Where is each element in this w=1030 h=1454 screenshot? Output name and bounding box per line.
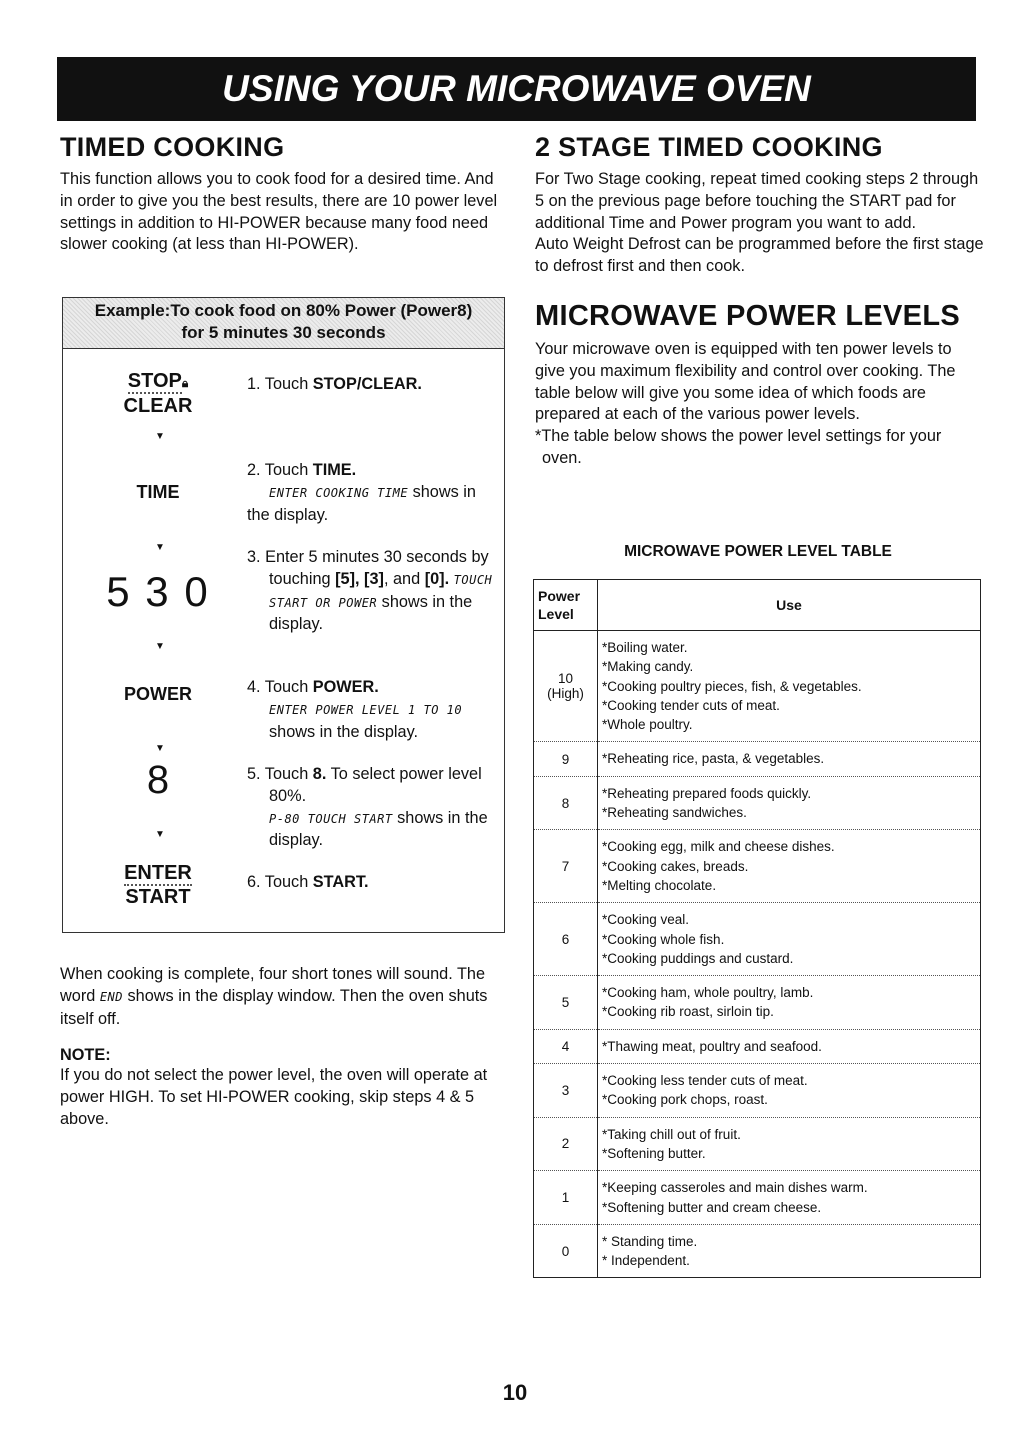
step-3-bold-2: [0]. bbox=[424, 569, 450, 588]
stop-key-label: STOP bbox=[127, 370, 182, 392]
step-6-bold: START. bbox=[312, 873, 369, 891]
use-item: *Cooking cakes, breads. bbox=[602, 858, 749, 874]
power-level-value: 1 bbox=[561, 1190, 570, 1206]
time-key: TIME bbox=[136, 482, 180, 502]
example-header-line2: for 5 minutes 30 seconds bbox=[181, 323, 386, 342]
use-item: *Cooking less tender cuts of meat. bbox=[602, 1073, 808, 1089]
table-row bbox=[534, 830, 981, 903]
use-cell bbox=[598, 903, 981, 976]
step-2-display-text: ENTER COOKING TIME bbox=[269, 485, 409, 500]
use-item: *Whole poultry. bbox=[602, 717, 693, 733]
use-cell bbox=[598, 1029, 981, 1063]
step-1-bold: STOP/CLEAR. bbox=[312, 375, 422, 393]
digits-display: 5 3 0 bbox=[106, 568, 210, 615]
power-levels-title: MICROWAVE POWER LEVELS bbox=[535, 299, 960, 332]
page-banner: USING YOUR MICROWAVE OVEN bbox=[57, 57, 976, 121]
use-cell bbox=[598, 631, 981, 742]
header-power: Power bbox=[538, 588, 581, 604]
level-8-display: 8 bbox=[146, 758, 170, 802]
after-example-section bbox=[60, 964, 510, 1131]
power-level-cell bbox=[534, 776, 598, 830]
step-1 bbox=[247, 374, 497, 396]
note-label: NOTE: bbox=[60, 1046, 111, 1065]
use-cell bbox=[598, 1224, 981, 1278]
step-2-bold: TIME. bbox=[312, 461, 357, 479]
use-cell bbox=[598, 1117, 981, 1171]
use-item: *Cooking egg, milk and cheese dishes. bbox=[602, 839, 835, 855]
lock-icon: 🔒︎ bbox=[181, 376, 189, 390]
complete-paragraph bbox=[60, 964, 510, 1030]
use-item: *Cooking puddings and custard. bbox=[602, 950, 794, 966]
clear-key-label: CLEAR bbox=[123, 395, 193, 417]
use-item: *Cooking tender cuts of meat. bbox=[602, 697, 780, 713]
step-3-display-text: TOUCH START OR POWER bbox=[269, 572, 493, 610]
step-4-display-text: ENTER POWER LEVEL 1 TO 10 bbox=[269, 702, 463, 717]
use-item: * Independent. bbox=[602, 1253, 690, 1269]
timed-cooking-section bbox=[60, 132, 510, 256]
step-5-bold: 8. bbox=[312, 765, 327, 783]
two-stage-title: 2 STAGE TIMED COOKING bbox=[535, 132, 883, 162]
table-row bbox=[534, 1117, 981, 1171]
power-level-cell bbox=[534, 1064, 598, 1118]
use-cell bbox=[598, 976, 981, 1030]
use-item: *Cooking veal. bbox=[602, 912, 690, 928]
use-item: *Cooking rib roast, sirloin tip. bbox=[602, 1004, 774, 1020]
timed-cooking-intro: This function allows you to cook food for a desired time. And in order to give you the best results, there are 10 power level settings in addition to HI-POWER because many food need slower cooking (at less than HI-POWER). bbox=[60, 170, 498, 254]
use-cell bbox=[598, 1064, 981, 1118]
arrow-down-icon: ▼ bbox=[155, 829, 165, 840]
use-item: *Keeping casseroles and main dishes warm. bbox=[602, 1180, 868, 1196]
power-level-value: 10 bbox=[557, 671, 574, 687]
use-item: *Boiling water. bbox=[602, 640, 688, 655]
note-text: If you do not select the power level, the oven will operate at power HIGH. To set HI-POWER cooking, skip steps 4 & 5 above. bbox=[60, 1066, 488, 1128]
step-2-text: 2. Touch bbox=[247, 461, 313, 479]
power-level-cell bbox=[534, 1029, 598, 1063]
power-levels-paragraph-2: *The table below shows the power level settings for your oven. bbox=[535, 427, 942, 467]
use-cell bbox=[598, 830, 981, 903]
use-item: *Making candy. bbox=[602, 659, 694, 675]
power-level-value: 6 bbox=[561, 931, 570, 947]
power-level-value: 9 bbox=[561, 751, 570, 767]
step-3-bold-1: [5], [3] bbox=[335, 569, 384, 588]
power-level-value: 4 bbox=[561, 1038, 570, 1054]
use-item: *Cooking pork chops, roast. bbox=[602, 1092, 768, 1108]
step-3 bbox=[247, 547, 519, 636]
enter-key-label: ENTER bbox=[124, 862, 192, 884]
use-cell bbox=[598, 742, 981, 776]
right-column bbox=[535, 132, 985, 470]
power-level-cell bbox=[534, 903, 598, 976]
example-header-line1: Example:To cook food on 80% Power (Power8) bbox=[94, 301, 473, 320]
power-level-value: 3 bbox=[561, 1082, 570, 1098]
power-level-cell bbox=[534, 631, 598, 742]
arrow-down-icon: ▼ bbox=[155, 641, 165, 652]
table-row bbox=[534, 903, 981, 976]
power-level-cell bbox=[534, 1171, 598, 1225]
header-power-level bbox=[534, 580, 598, 631]
table-row bbox=[534, 1224, 981, 1278]
step-2-post: shows in the display. bbox=[247, 482, 476, 524]
step-5-text: 5. Touch bbox=[247, 765, 313, 783]
table-header-row bbox=[534, 580, 981, 631]
power-level-value: 2 bbox=[561, 1136, 570, 1152]
step-4-bold: POWER. bbox=[312, 678, 379, 696]
table-row bbox=[534, 631, 981, 742]
use-item: *Cooking ham, whole poultry, lamb. bbox=[602, 985, 814, 1001]
table-row bbox=[534, 776, 981, 830]
stop-clear-key bbox=[83, 370, 233, 418]
header-use: Use bbox=[598, 580, 981, 631]
complete-post: shows in the display window. Then the oven shuts itself off. bbox=[60, 986, 488, 1028]
step-3-mid: , and bbox=[383, 569, 425, 588]
power-level-value: 8 bbox=[561, 795, 570, 811]
use-item: *Reheating rice, pasta, & vegetables. bbox=[602, 751, 825, 767]
end-display-text: END bbox=[99, 989, 124, 1004]
step-5 bbox=[247, 764, 519, 852]
power-key: POWER bbox=[123, 684, 192, 704]
step-3-post: shows in the display. bbox=[269, 592, 473, 634]
use-item: *Softening butter and cream cheese. bbox=[602, 1199, 822, 1215]
step-1-text: 1. Touch bbox=[247, 375, 313, 393]
power-level-cell bbox=[534, 1117, 598, 1171]
two-stage-paragraph-2: Auto Weight Defrost can be programmed before the first stage to defrost first and then cook. bbox=[535, 235, 984, 276]
use-item: *Reheating sandwiches. bbox=[602, 805, 747, 821]
use-item: *Thawing meat, poultry and seafood. bbox=[602, 1038, 822, 1054]
page-number: 10 bbox=[502, 1380, 528, 1405]
step-4-post: shows in the display. bbox=[269, 722, 419, 741]
power-level-value: 7 bbox=[561, 858, 570, 874]
step-3-text: 3. Enter 5 minutes 30 seconds by touching bbox=[247, 548, 489, 588]
use-item: *Cooking poultry pieces, fish, & vegetables. bbox=[602, 678, 862, 694]
arrow-down-icon: ▼ bbox=[155, 542, 165, 553]
use-cell bbox=[598, 1171, 981, 1225]
step-5-display-text: P-80 TOUCH START bbox=[269, 811, 393, 826]
table-row bbox=[534, 976, 981, 1030]
arrow-down-icon: ▼ bbox=[155, 431, 165, 442]
power-levels-paragraph-1: Your microwave oven is equipped with ten power levels to give you maximum flexibility and control over cooking. The table below will give you some idea of which foods are prepared at each of the various power levels. bbox=[535, 339, 956, 424]
header-level: Level bbox=[538, 606, 574, 622]
power-level-cell bbox=[534, 742, 598, 776]
enter-start-key bbox=[83, 861, 233, 909]
arrow-down-icon: ▼ bbox=[155, 743, 165, 754]
power-level-value: 5 bbox=[561, 994, 570, 1010]
table-row bbox=[534, 1029, 981, 1063]
power-level-table bbox=[533, 579, 981, 1278]
power-table-body bbox=[534, 631, 981, 1278]
example-header bbox=[63, 298, 504, 349]
timed-cooking-title: TIMED COOKING bbox=[60, 132, 285, 162]
step-6-text: 6. Touch bbox=[247, 873, 313, 891]
step-4-text: 4. Touch bbox=[247, 678, 313, 696]
use-item: *Reheating prepared foods quickly. bbox=[602, 785, 812, 801]
power-level-cell bbox=[534, 976, 598, 1030]
use-item: *Taking chill out of fruit. bbox=[602, 1126, 741, 1142]
power-level-sub: (High) bbox=[547, 686, 584, 702]
start-key-label: START bbox=[125, 886, 191, 908]
use-cell bbox=[598, 776, 981, 830]
table-row bbox=[534, 1064, 981, 1118]
step-4 bbox=[247, 677, 519, 743]
table-row bbox=[534, 1171, 981, 1225]
step-6 bbox=[247, 872, 497, 894]
power-level-cell bbox=[534, 1224, 598, 1278]
table-row bbox=[534, 742, 981, 776]
two-stage-paragraph-1: For Two Stage cooking, repeat timed cooking steps 2 through 5 on the previous page before touching the START pad for additional Time and Power program you want to add. bbox=[535, 170, 979, 232]
step-5-post: shows in the display. bbox=[269, 808, 488, 850]
power-level-value: 0 bbox=[561, 1243, 570, 1259]
step-5-mid: To select power level 80%. bbox=[269, 765, 482, 805]
use-item: *Softening butter. bbox=[602, 1145, 706, 1161]
power-level-cell bbox=[534, 830, 598, 903]
complete-text: When cooking is complete, four short tones will sound. The word bbox=[60, 965, 486, 1005]
step-2 bbox=[247, 460, 497, 526]
use-item: *Melting chocolate. bbox=[602, 877, 717, 893]
example-box bbox=[62, 297, 505, 933]
power-table-title: MICROWAVE POWER LEVEL TABLE bbox=[624, 543, 892, 560]
use-item: * Standing time. bbox=[602, 1233, 698, 1249]
use-item: *Cooking whole fish. bbox=[602, 931, 725, 947]
